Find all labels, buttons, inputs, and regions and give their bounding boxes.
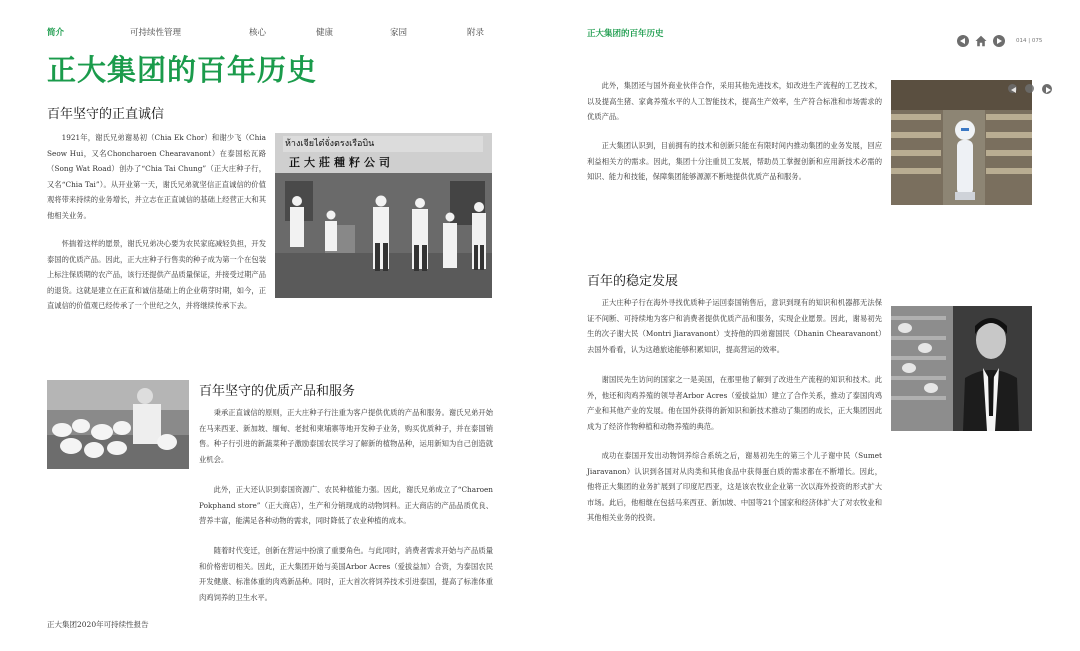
paragraph-quality-1: 秉承正直诚信的原则，正大庄种子行注重为客户提供优质的产品和服务。谢氏兄弟开始在马来西亚、新加坡、缅甸、老挝和柬埔寨等地开发种子业务，购买优质种子，并在泰国销售。种子行引进的新蔬菜种子激励泰国农民学习了解新的植物品种，运用新知为自己创造就业机会。 bbox=[199, 408, 493, 464]
photo-home-icon[interactable] bbox=[1025, 84, 1034, 93]
section-heading-development: 百年的稳定发展 bbox=[587, 274, 679, 289]
page-indicator: 014 | 075 bbox=[1016, 38, 1043, 44]
nav-item-appendix[interactable]: 附录 bbox=[467, 28, 485, 38]
paragraph-integrity-2: 怀揣着这样的愿景，谢氏兄弟决心要为农民家庭减轻负担，开发泰国的优质产品。因此，正大庄种子行售卖的种子成为第一个在包装上标注保质期的农产品，该行还提供产品质量保证，并接受过期产品的退货。这就是建立在正直和诚信基础上的企业萌芽时期，如今，正直诚信的价值观已经传承了一个世纪之久，并将继续传承下去。 bbox=[47, 239, 266, 310]
section-tag: 正大集团的百年历史 bbox=[587, 29, 664, 39]
chicken-lab-photo bbox=[47, 380, 189, 469]
portrait-photo bbox=[891, 306, 1032, 431]
paragraph-quality-3: 随着时代变迁，创新在营运中扮演了重要角色。与此同时，消费者需求开始与产品质量和价格密切相关。因此，正大集团开始与美国Arbor Acres（爱拔益加）合资，为泰国农民开发健康、标准体重的肉鸡新品种。同时，正大首次将饲养技术引进泰国，提高了标准体重肉鸡饲养的卫生水平。 bbox=[199, 546, 493, 602]
paragraph-development-2: 谢国民先生访问的国家之一是美国，在那里他了解到了改进生产流程的知识和技术。此外，他还和肉鸡养殖的领导者Arbor Acres（爱拔益加）建立了合作关系，推动了泰国肉鸡产业和其他产业的发展。他在国外获得的新知识和新技术推动了集团的成长，正大集团因此成为了经济作物种植和动物养殖的典范。 bbox=[587, 375, 882, 431]
nav-item-home[interactable]: 家园 bbox=[390, 28, 408, 38]
home-icon[interactable] bbox=[975, 35, 987, 47]
prev-page-icon[interactable] bbox=[957, 35, 969, 47]
photo-next-icon[interactable] bbox=[1042, 84, 1052, 94]
next-page-icon[interactable] bbox=[993, 35, 1005, 47]
shop-sign-chinese: 正大莊種籽公司 bbox=[289, 156, 394, 169]
nav-item-intro[interactable]: 简介 bbox=[47, 28, 65, 38]
paragraph-tech-2: 正大集团认识到，目前拥有的技术和创新只能在有限时间内推动集团的业务发展，回应利益相关方的需求。因此，集团十分注重员工发展，帮助员工掌握创新和应用新技术必需的知识、能力和技能，保障集团能够源源不断地提供优质产品和服务。 bbox=[587, 141, 882, 181]
paragraph-quality-2: 此外，正大还认识到泰国资源广、农民种植能力强。因此，谢氏兄弟成立了“Charoen Pokphand store”（正大商店），生产和分销现成的动物饲料。正大商店的产品品质优良、营养丰富，能满足各种动物的需求，同时降低了农业种植的成本。 bbox=[199, 485, 493, 525]
report-footer: 正大集团2020年可持续性报告 bbox=[47, 620, 149, 629]
paragraph-development-3: 成功在泰国开发出动物饲养综合系统之后，谢易初先生的第三个儿子谢中民（Sumet Jiaravanon）认识到各国对从肉类和其他食品中获得蛋白质的需求都在不断增长。因此，他将正大集团的业务扩展到了印度尼西亚，这是该农牧业企业第一次以海外投资的形式扩大市场。此后，他相继在包括马来西亚、新加坡、中国等21个国家和经济体扩大了对农牧业和其他相关业务的投资。 bbox=[587, 451, 882, 522]
paragraph-development-1: 正大庄种子行在海外寻找优质种子运回泰国销售后，意识到现有的知识和机器都无法保证不间断、可持续地为客户和消费者提供优质产品和服务，实现企业愿景。因此，谢易初先生的次子谢大民（Montri Jiaravanont）支持他的四弟谢国民（Dhanin Chearavanont）去国外看看，认为这趟旅途能够积累知识，提高营运的效率。 bbox=[587, 298, 882, 354]
robot-barn-photo bbox=[891, 80, 1032, 205]
nav-item-core[interactable]: 核心 bbox=[249, 28, 267, 38]
shop-front-photo bbox=[275, 133, 492, 298]
nav-item-health[interactable]: 健康 bbox=[316, 28, 334, 38]
shop-sign-thai: ห้างเจียไต๋จั่งตรงเรือบิน bbox=[285, 139, 375, 149]
paragraph-tech-1: 此外，集团还与国外商业伙伴合作，采用其他先进技术，如改进生产流程的工艺技术，以及提高生猪、家禽养殖水平的人工智能技术，提高生产效率，生产符合标准和市场需求的优质产品。 bbox=[587, 81, 882, 121]
section-heading-quality: 百年坚守的优质产品和服务 bbox=[199, 384, 356, 399]
paragraph-integrity-1: 1921年，谢氏兄弟谢易初（Chia Ek Chor）和谢少飞（Chia Seow Hui，又名Choncharoen Chearavanont）在泰国松瓦路（Song Wat Road）创办了“Chia Tai Chung”（正大庄种子行，又名“Chia Tai”）。从开业第一天，谢氏兄弟就坚信正直诚信的价值观将带来持续的业务增长，并立志在正直诚信的基础上经营正大和其他相关业务。 bbox=[47, 133, 266, 220]
nav-item-sustainability[interactable]: 可持续性管理 bbox=[130, 28, 182, 38]
page-title: 正大集团的百年历史 bbox=[47, 53, 318, 87]
section-heading-integrity: 百年坚守的正直诚信 bbox=[47, 107, 165, 122]
photo-prev-icon[interactable] bbox=[1008, 84, 1017, 93]
